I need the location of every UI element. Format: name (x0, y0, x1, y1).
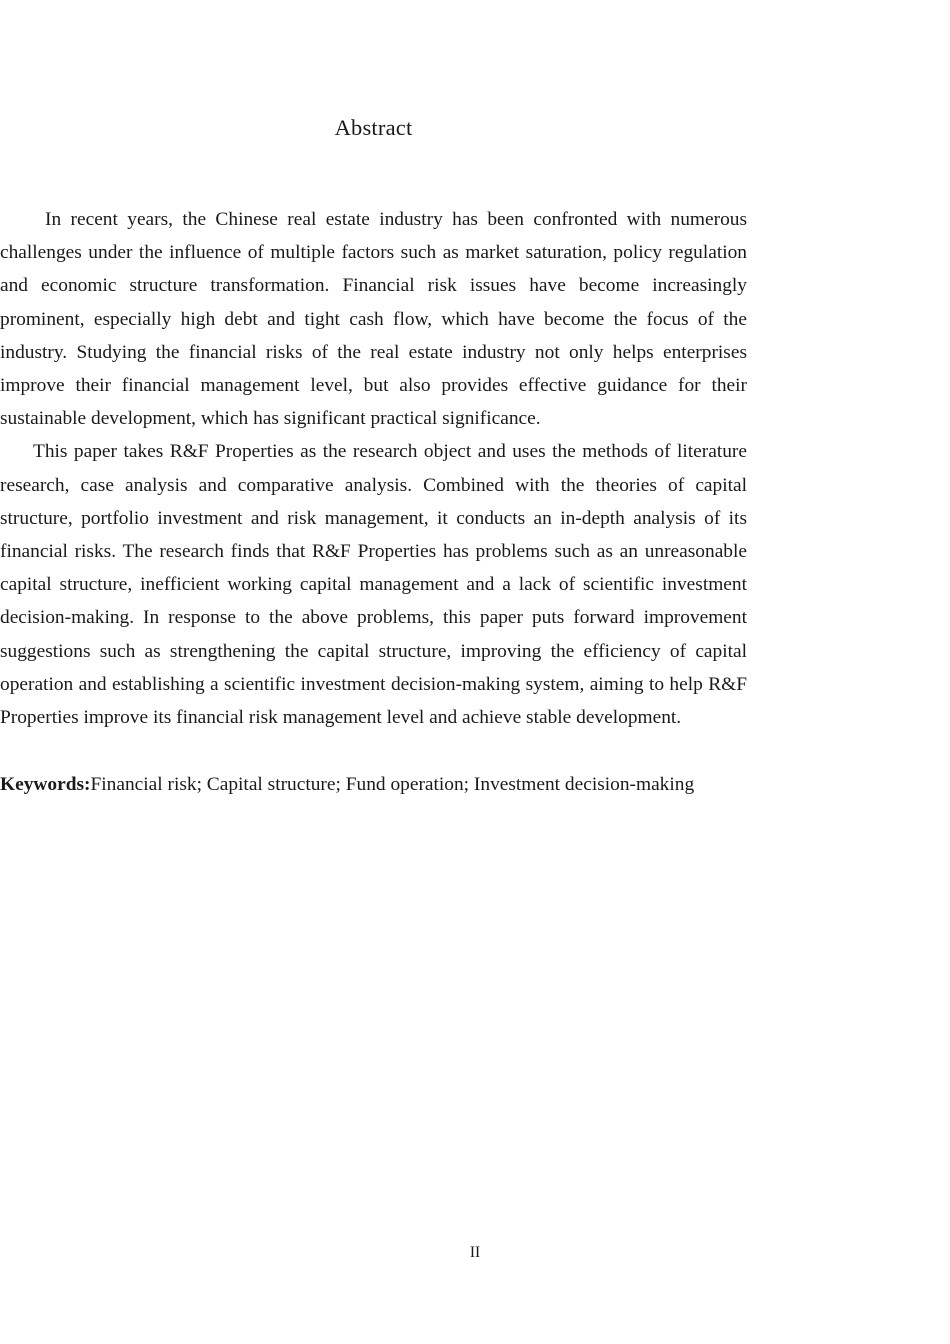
keywords-label: Keywords: (0, 774, 91, 795)
abstract-paragraph-1: In recent years, the Chinese real estate industry has been confronted with numerous challenges under the influence of multiple factors such as market saturation, policy regulation and economic structure transformation. Financial risk issues have become increasingly prominent, especially high debt and tight cash flow, which have become the focus of the industry. Studying the financial risks of the real estate industry not only helps enterprises improve their financial management level, but also provides effective guidance for their sustainable development, which has significant practical significance. (0, 209, 747, 430)
abstract-paragraph-2: This paper takes R&F Properties as the research object and uses the methods of literature research, case analysis and comparative analysis. Combined with the theories of capital structure, portfolio investment and risk management, it conducts an in-depth analysis of its financial risks. The research finds that R&F Properties has problems such as an unreasonable capital structure, inefficient working capital management and a lack of scientific investment decision-making. In response to the above problems, this paper puts forward improvement suggestions such as strengthening the capital structure, improving the efficiency of capital operation and establishing a scientific investment decision-making system, aiming to help R&F Properties improve its financial risk management level and achieve stable development. (0, 441, 747, 729)
keywords-line (0, 768, 747, 801)
page-title: Abstract (334, 115, 413, 140)
keywords-value: Financial risk; Capital structure; Fund operation; Investment decision-making (90, 774, 695, 795)
abstract-body (0, 203, 747, 734)
page-number: II (469, 1244, 481, 1261)
